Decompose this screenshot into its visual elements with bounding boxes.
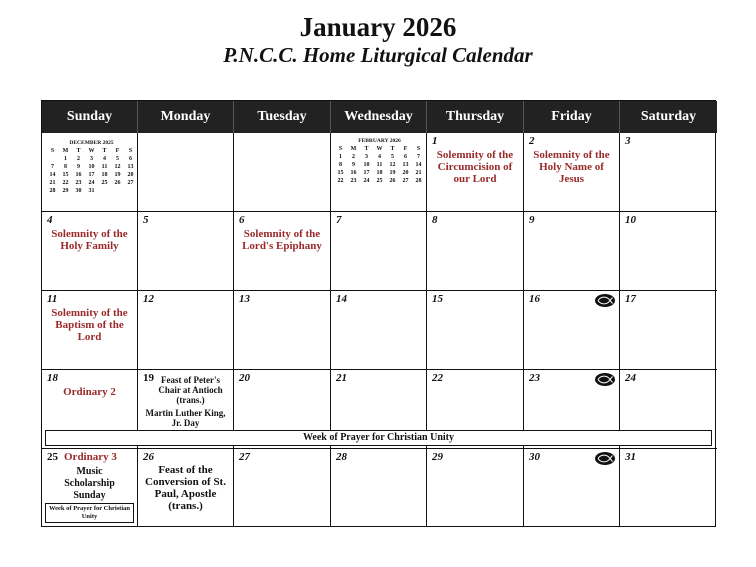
day-cell-14 [331,291,427,370]
calendar-grid [41,100,716,527]
mini-weekday: S [50,148,55,154]
day-cell-29 [427,449,524,526]
mini-day: 14 [415,162,422,168]
mini-day: 25 [101,180,108,186]
weekday-header-friday: Friday [524,101,620,133]
day-number: 12 [143,293,154,305]
mini-weekday: M [62,148,69,154]
day-event: Solemnity of the Holy Name of Jesus [533,149,610,185]
day-event: Solemnity of the Lord's Epiphany [242,228,322,252]
mini-day: 28 [415,178,422,184]
weekday-header-wednesday: Wednesday [331,101,427,133]
mini-day: 9 [77,164,80,170]
day-number: 19 [143,372,154,384]
day-cell-2 [524,133,620,212]
mini-day: 8 [339,162,342,168]
day-cell-15 [427,291,524,370]
calendar-subtitle: P.N.C.C. Home Liturgical Calendar [223,43,533,67]
mini-day: 1 [339,154,342,160]
day-note: Music Scholarship Sunday [64,466,115,501]
mini-day: 15 [337,170,344,176]
day-cell-1 [427,133,524,212]
day-cell-4 [42,212,138,291]
mini-day [111,187,124,195]
week-of-prayer-box: Week of Prayer for Christian Unity [45,503,134,523]
day-number: 24 [625,372,636,384]
day-cell-9 [524,212,620,291]
day-cell-13 [234,291,331,370]
mini-day: 19 [389,170,396,176]
mini-calendar-december [46,139,137,195]
day-number: 27 [239,451,250,463]
day-cell-11 [42,291,138,370]
mini-day: 11 [101,164,108,170]
mini-day: 4 [103,156,106,162]
day-cell-30 [524,449,620,526]
mini-day: 3 [90,156,93,162]
day-cell-28 [331,449,427,526]
mini-day: 12 [389,162,396,168]
mini-day: 26 [389,178,396,184]
mini-day: 24 [88,180,95,186]
mini-calendar-title: FEBRUARY 2026 [358,138,401,144]
day-number: 15 [432,293,443,305]
mini-day: 4 [378,154,381,160]
mini-day: 10 [88,164,95,170]
mini-weekday: F [115,148,120,154]
mini-day: 14 [49,172,56,178]
day-cell-26 [138,449,234,526]
day-event: Ordinary 3 [64,451,117,463]
day-cell-empty [42,133,138,212]
ichthys-fish-icon [595,373,615,386]
day-number: 29 [432,451,443,463]
mini-day: 19 [114,172,121,178]
mini-day: 17 [88,172,95,178]
day-number: 22 [432,372,443,384]
day-number: 1 [432,135,438,147]
day-number: 17 [625,293,636,305]
day-cell-empty [138,133,234,212]
day-number: 13 [239,293,250,305]
mini-day: 22 [62,180,69,186]
day-number: 11 [47,293,58,305]
day-cell-25 [42,449,138,526]
mini-day: 22 [337,178,344,184]
day-cell-17 [620,291,717,370]
calendar-title: January 2026 [299,12,457,42]
day-number: 5 [143,214,149,226]
day-event: Solemnity of the Circumcision of our Lord [436,149,514,185]
mini-day: 9 [352,162,355,168]
mini-weekday: T [76,148,81,154]
mini-calendar-february [334,137,425,185]
day-number: 28 [336,451,347,463]
mini-day: 12 [114,164,121,170]
mini-day: 29 [62,188,69,194]
mini-day: 8 [64,164,67,170]
mini-day: 16 [350,170,357,176]
mini-day: 6 [129,156,132,162]
mini-day: 21 [415,170,422,176]
mini-day: 5 [391,154,394,160]
ichthys-fish-icon [595,294,615,307]
day-number: 2 [529,135,535,147]
mini-day: 1 [64,156,67,162]
mini-day: 23 [75,180,82,186]
day-number: 9 [529,214,535,226]
day-cell-31 [620,449,717,526]
day-number: 23 [529,372,540,384]
mini-day: 2 [77,156,80,162]
day-cell-5 [138,212,234,291]
weekday-header-thursday: Thursday [427,101,524,133]
mini-day [124,187,137,195]
mini-day: 26 [114,180,121,186]
day-number: 21 [336,372,347,384]
week-of-prayer-banner: Week of Prayer for Christian Unity [45,430,712,446]
mini-weekday: S [416,146,421,152]
mini-day: 18 [101,172,108,178]
day-number: 16 [529,293,540,305]
ichthys-fish-icon [595,452,615,465]
mini-day: 27 [127,180,134,186]
mini-day: 20 [402,170,409,176]
mini-day [46,155,59,163]
day-number: 8 [432,214,438,226]
mini-day: 11 [376,162,383,168]
mini-day: 30 [75,188,82,194]
mini-day: 16 [75,172,82,178]
day-note: Martin Luther King, Jr. Day [145,408,226,428]
mini-weekday: W [376,146,383,152]
weekday-header-saturday: Saturday [620,101,717,133]
weekday-header-monday: Monday [138,101,234,133]
mini-day: 25 [376,178,383,184]
day-event: Solemnity of the Baptism of the Lord [51,307,128,343]
day-number: 30 [529,451,540,463]
mini-day: 20 [127,172,134,178]
day-cell-6 [234,212,331,291]
day-number: 7 [336,214,342,226]
mini-weekday: T [390,146,395,152]
day-number: 31 [625,451,636,463]
mini-day: 18 [376,170,383,176]
day-cell-12 [138,291,234,370]
mini-day: 27 [402,178,409,184]
day-cell-empty [331,133,427,212]
mini-weekday: T [102,148,107,154]
day-number: 14 [336,293,347,305]
mini-day: 2 [352,154,355,160]
day-number: 10 [625,214,636,226]
mini-day [98,187,111,195]
mini-calendar-title: DECEMBER 2025 [69,140,114,146]
mini-weekday: F [403,146,408,152]
mini-day: 7 [417,154,420,160]
day-event: Solemnity of the Holy Family [51,228,128,252]
mini-day: 5 [116,156,119,162]
day-number: 3 [625,135,631,147]
mini-weekday: S [128,148,133,154]
day-number: 18 [47,372,58,384]
mini-day: 13 [127,164,134,170]
day-cell-16 [524,291,620,370]
mini-day: 28 [49,188,56,194]
mini-weekday: M [350,146,357,152]
mini-day: 21 [49,180,56,186]
weekday-header-tuesday: Tuesday [234,101,331,133]
day-cell-27 [234,449,331,526]
day-number: 20 [239,372,250,384]
day-number: 25 [47,451,58,463]
mini-day: 24 [363,178,370,184]
day-number: 6 [239,214,245,226]
mini-day: 10 [363,162,370,168]
weekday-header-sunday: Sunday [42,101,138,133]
mini-day: 13 [402,162,409,168]
day-cell-8 [427,212,524,291]
day-event: Feast of Peter's Chair at Antioch (trans.) [158,375,223,405]
mini-day: 31 [88,188,95,194]
day-number: 4 [47,214,53,226]
day-number: 26 [143,451,154,463]
mini-day: 23 [350,178,357,184]
mini-weekday: S [338,146,343,152]
day-event: Feast of the Conversion of St. Paul, Apostle (trans.) [145,464,226,512]
day-cell-empty [234,133,331,212]
day-event: Ordinary 2 [63,386,116,398]
mini-day: 3 [365,154,368,160]
day-cell-7 [331,212,427,291]
day-cell-3 [620,133,717,212]
mini-day: 6 [404,154,407,160]
day-cell-10 [620,212,717,291]
mini-day: 17 [363,170,370,176]
mini-weekday: T [364,146,369,152]
mini-day: 15 [62,172,69,178]
mini-day: 7 [51,164,54,170]
mini-weekday: W [88,148,95,154]
